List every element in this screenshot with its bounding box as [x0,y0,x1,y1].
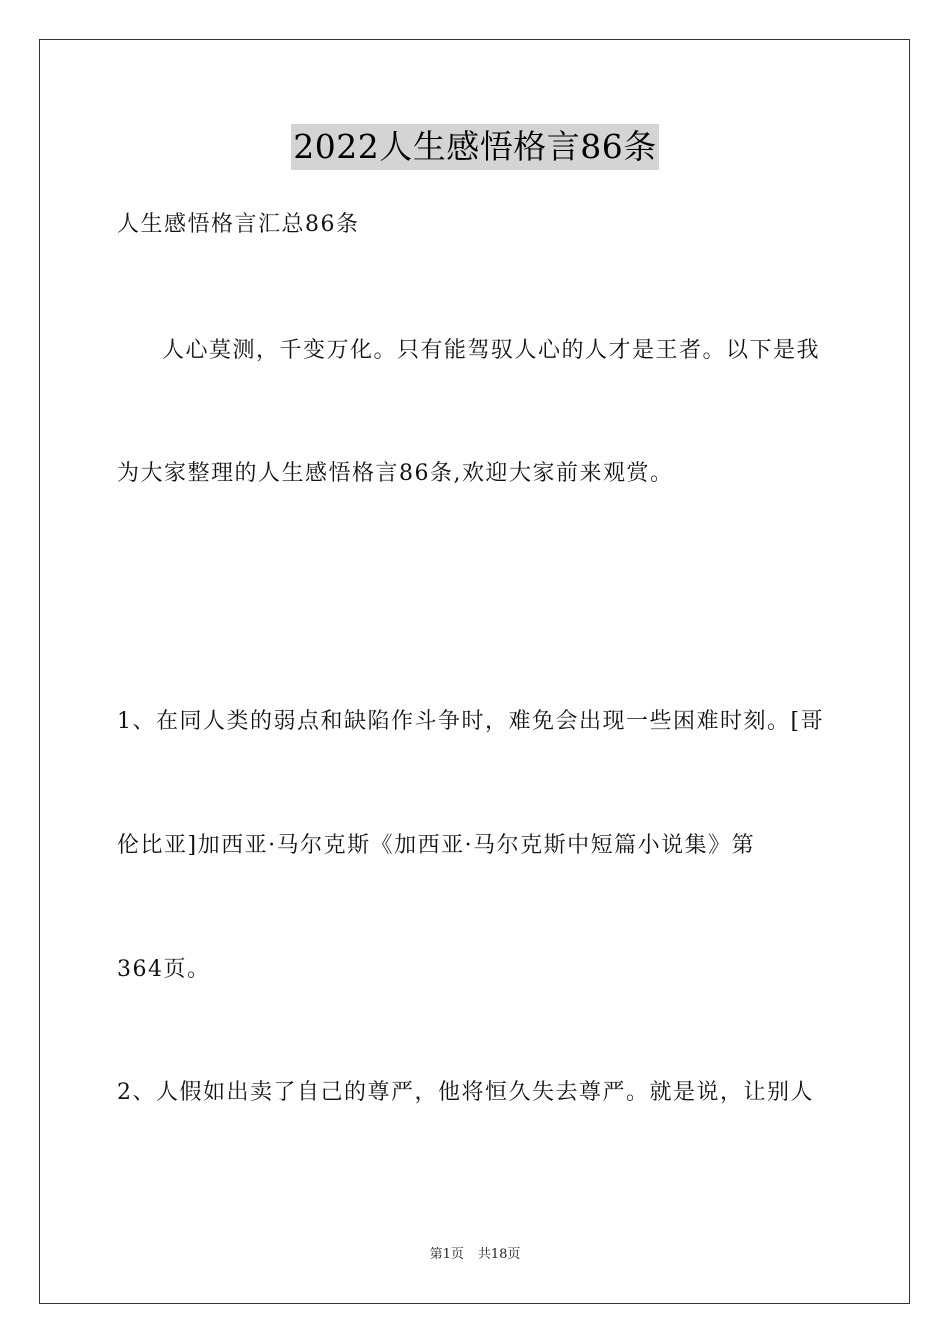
document-subtitle: 人生感悟格言汇总86条 [117,212,360,237]
quote-1-line-1: 1、在同人类的弱点和缺陷作斗争时，难免会出现一些困难时刻。[哥 [117,709,825,734]
title-container [0,124,950,170]
page-total: 共18页 [477,1247,521,1262]
page-footer [0,1246,950,1264]
quote-1-line-2: 伦比亚]加西亚·马尔克斯《加西亚·马尔克斯中短篇小说集》第 [117,833,756,858]
paragraph-line-2: 为大家整理的人生感悟格言86条,欢迎大家前来观赏。 [117,461,674,486]
quote-1-line-3: 364页。 [117,957,211,982]
paragraph-line-1: 人心莫测，千变万化。只有能驾驭人心的人才是王者。以下是我 [162,338,821,363]
quote-2-line-1: 2、人假如出卖了自己的尊严，他将恒久失去尊严。就是说，让别人 [117,1080,814,1105]
page-number: 第1页 [429,1247,464,1262]
document-title: 2022人生感悟格言86条 [291,124,658,170]
